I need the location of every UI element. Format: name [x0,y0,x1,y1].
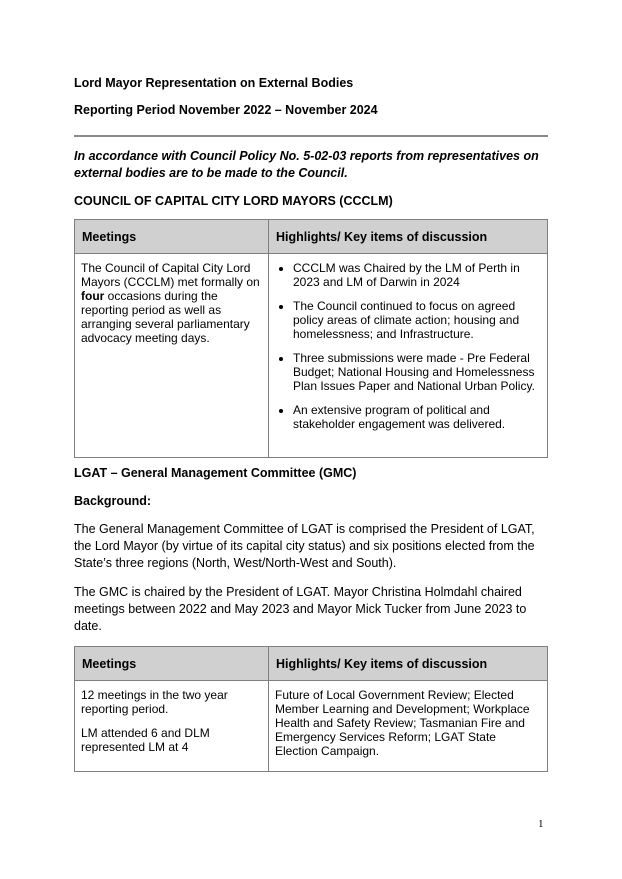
ccclm-highlights-cell [269,254,548,458]
lgat-heading: LGAT – General Management Committee (GMC) [74,466,357,480]
reporting-period: Reporting Period November 2022 – November 2024 [74,103,378,117]
meetings-column-header: Meetings [75,647,269,681]
list-item: • The Council continued to focus on agreed policy areas of climate action; housing and homelessness; and Infrastructure. [293,299,541,341]
table-row [75,681,548,772]
meetings-text-end: occasions during the reporting period as well as arranging several parliamentary advocacy meeting days. [81,289,250,345]
meetings-column-header: Meetings [75,220,269,254]
meetings-text-start: The Council of Capital City Lord Mayors (CCCLM) met formally on [81,261,260,289]
table-header-row [75,647,548,681]
highlights-list [277,261,541,431]
gmc-highlights-cell: Future of Local Government Review; Elected Member Learning and Development; Workplace Health and Safety Review; Tasmanian Fire and Emergency Services Reform; LGAT State Election Campaign. [269,681,548,772]
list-item: • CCCLM was Chaired by the LM of Perth in 2023 and LM of Darwin in 2024 [293,261,541,289]
lgat-paragraph-2: The GMC is chaired by the President of LGAT. Mayor Christina Holmdahl chaired meetings between 2022 and May 2023 and Mayor Mick Tucker from June 2023 to date. [74,585,527,633]
gmc-table [74,646,548,772]
highlights-column-header: Highlights/ Key items of discussion [269,647,548,681]
ccclm-table [74,219,548,458]
table-header-row [75,220,548,254]
lgat-paragraph-1: The General Management Committee of LGAT is comprised the President of LGAT, the Lord Mayor (by virtue of its capital city status) and six positions elected from the State’s three regions (North, West/North-West and South). [74,522,535,570]
ccclm-meetings-cell [75,254,269,458]
list-item: • Three submissions were made - Pre Federal Budget; National Housing and Homelessness Plan Issues Paper and National Urban Policy. [293,351,541,393]
table-row [75,254,548,458]
meetings-count: 12 meetings in the two year reporting period. [81,688,228,716]
attendance-note: LM attended 6 and DLM represented LM at 4 [81,726,210,754]
page-number: 1 [538,818,544,830]
intro-statement: In accordance with Council Policy No. 5-02-03 reports from representatives on external bodies are to be made to the Council. [74,149,539,180]
meetings-count-emphasis: four [81,289,105,303]
divider-rule [74,135,548,137]
background-heading: Background: [74,494,152,508]
ccclm-heading: COUNCIL OF CAPITAL CITY LORD MAYORS (CCCLM) [74,194,393,208]
document-title: Lord Mayor Representation on External Bodies [74,76,354,90]
list-item: • An extensive program of political and stakeholder engagement was delivered. [293,403,541,431]
highlights-column-header: Highlights/ Key items of discussion [269,220,548,254]
gmc-meetings-cell [75,681,269,772]
